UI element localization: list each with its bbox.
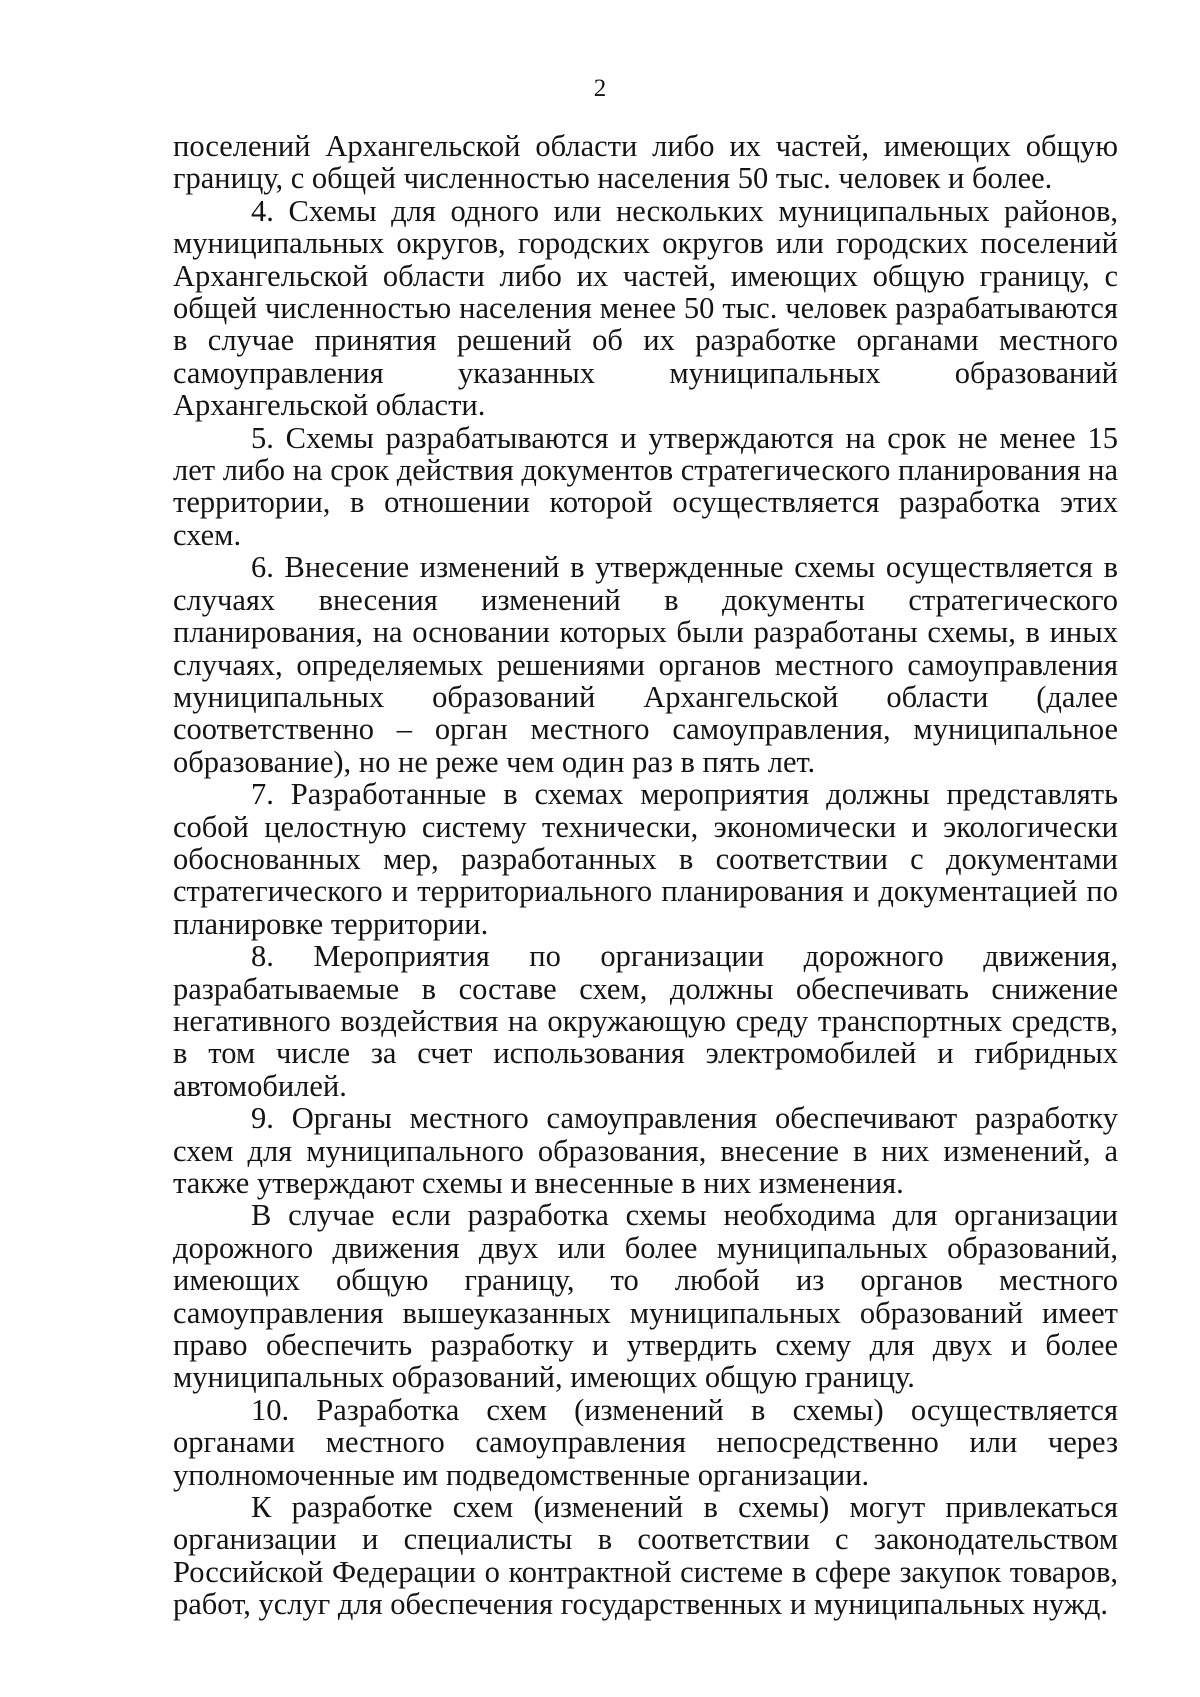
paragraph-item-4: 4. Схемы для одного или нескольких муниципальных районов, муниципальных округов, городских округов или городских поселений Архангельской области либо их частей, имеющих общую границу, с общей численностью населения менее 50 тыс. человек разрабатываются в случае принятия решений об их разработке органами местного самоуправления указанных муниципальных образований Архангельской области. xyxy=(173,193,1118,423)
paragraph-item-9: 9. Органы местного самоуправления обеспечивают разработку схем для муниципального образования, внесение в них изменений, а также утверждают схемы и внесенные в них изменения. xyxy=(173,1101,1118,1200)
paragraph-item-8: 8. Мероприятия по организации дорожного движения, разрабатываемые в составе схем, должны обеспечивать снижение негативного воздействия на окружающую среду транспортных средств, в том числе за счет использования электромобилей и гибридных автомобилей. xyxy=(173,939,1118,1103)
paragraph-item-10-continued: К разработке схем (изменений в схемы) могут привлекаться организации и специалисты в соответствии с законодательством Российской Федерации о контрактной системе в сфере закупок товаров, работ, услуг для обеспечения государственных и муниципальных нужд. xyxy=(173,1490,1118,1622)
paragraph-continuation: поселений Архангельской области либо их частей, имеющих общую границу, с общей численностью населения 50 тыс. человек и более. xyxy=(173,129,1118,196)
paragraph-item-9-continued: В случае если разработка схемы необходима для организации дорожного движения двух или более муниципальных образований, имеющих общую границу, то любой из органов местного самоуправления вышеуказанных муниципальных образований имеет право обеспечить разработку и утвердить схему для двух и более муниципальных образований, имеющих общую границу. xyxy=(173,1198,1118,1395)
paragraph-item-6: 6. Внесение изменений в утвержденные схемы осуществляется в случаях внесения изменений в документы стратегического планирования, на основании которых были разработаны схемы, в иных случаях, определяемых решениями органов местного самоуправления муниципальных образований Архангельской области (далее соответственно – орган местного самоуправления, муниципальное образование), но не реже чем один раз в пять лет. xyxy=(173,550,1118,779)
document-body xyxy=(173,130,1118,1621)
paragraph-item-7: 7. Разработанные в схемах мероприятия должны представлять собой целостную систему технически, экономически и экологически обоснованных мер, разработанных в соответствии с документами стратегического и территориального планирования и документацией по планировке территории. xyxy=(173,777,1118,941)
page-number: 2 xyxy=(593,75,607,102)
paragraph-item-10: 10. Разработка схем (изменений в схемы) осуществляется органами местного самоуправления непосредственно или через уполномоченные им подведомственные организации. xyxy=(173,1392,1118,1492)
paragraph-item-5: 5. Схемы разрабатываются и утверждаются на срок не менее 15 лет либо на срок действия документов стратегического планирования на территории, в отношении которой осуществляется разработка этих схем. xyxy=(173,420,1118,552)
